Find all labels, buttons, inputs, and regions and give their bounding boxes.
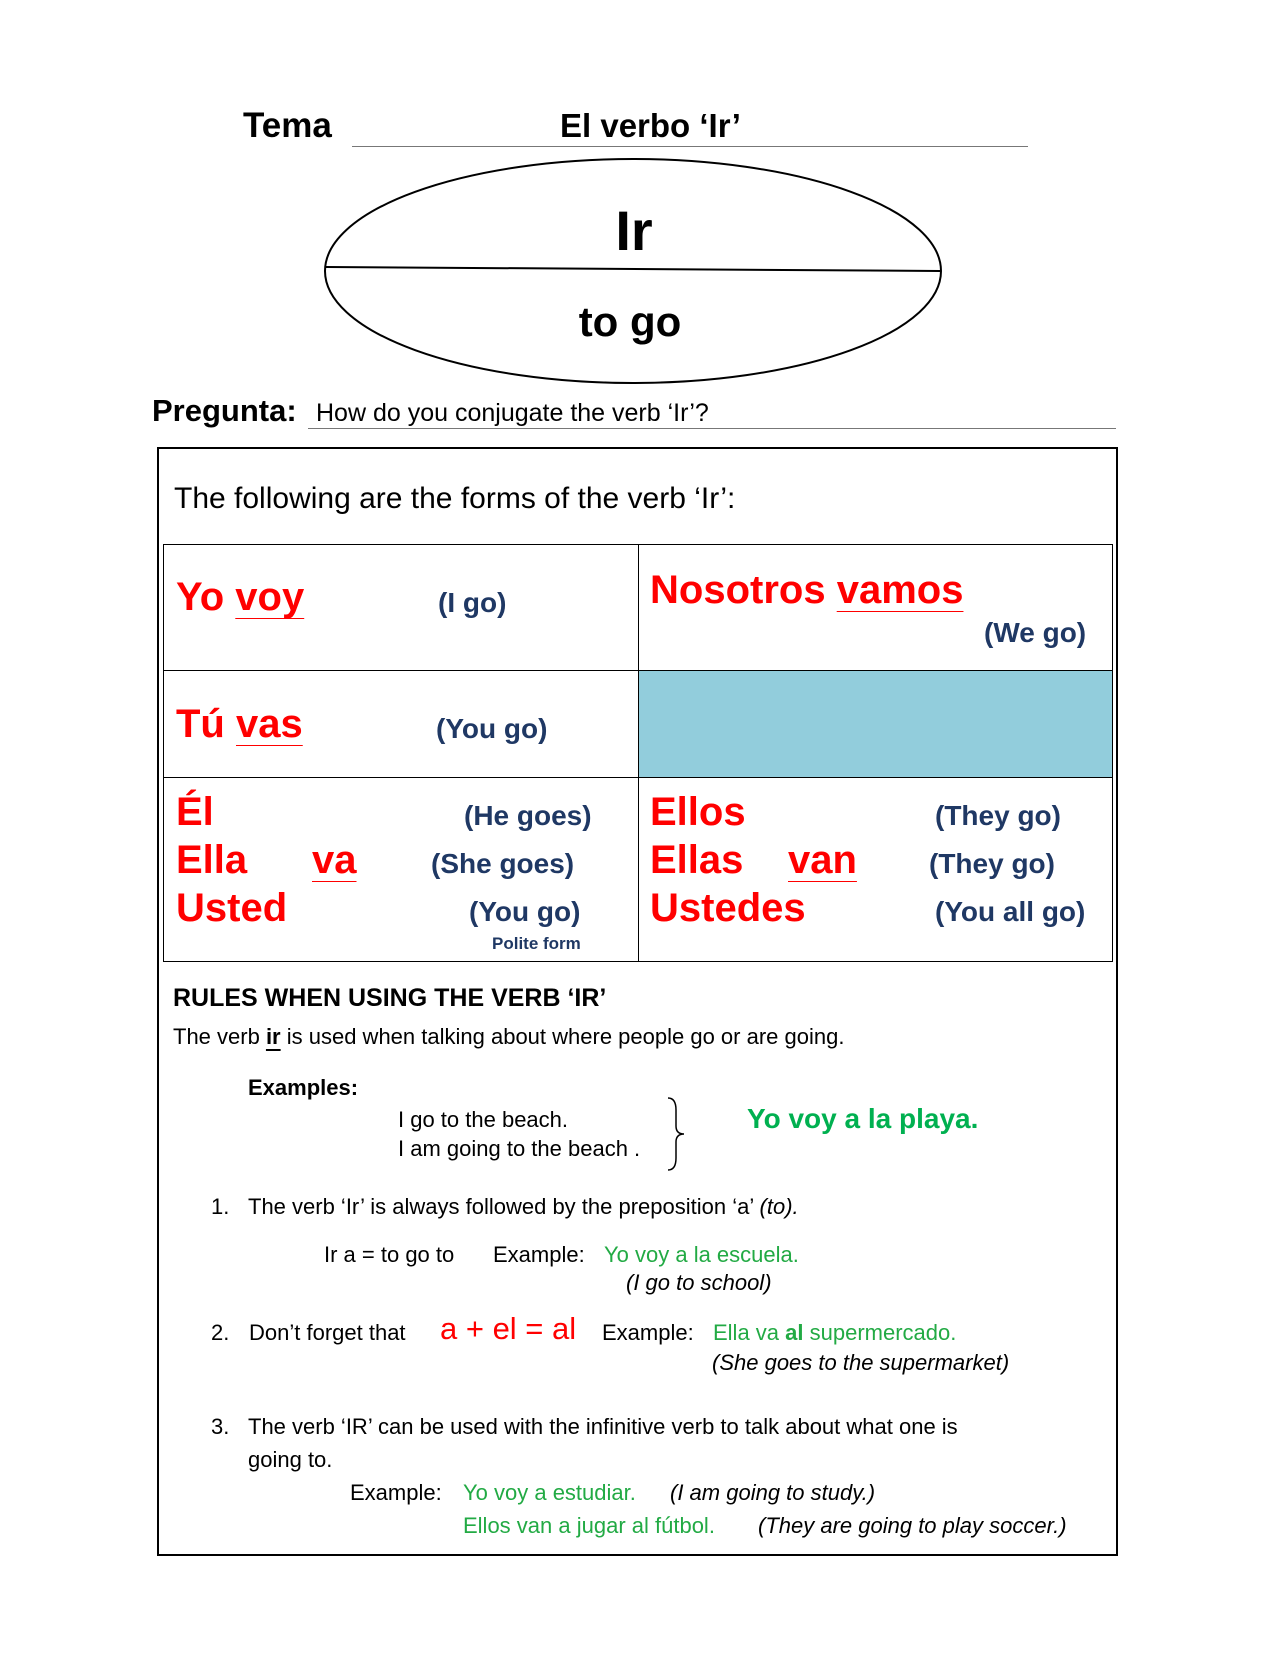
rule2-example-label: Example: — [602, 1320, 694, 1345]
rule1-example-label: Example: — [493, 1242, 585, 1267]
ustedes-gloss: (You all go) — [935, 896, 1086, 927]
examples-label: Examples: — [248, 1075, 359, 1100]
rule3-example1: Yo voy a estudiar. — [463, 1480, 636, 1505]
nosotros-pronoun: Nosotros vamos — [650, 568, 964, 612]
tu-pronoun: Tú vas — [176, 702, 303, 746]
rule1-text: The verb ‘Ir’ is always followed by the preposition ‘a’ (to). — [248, 1194, 799, 1219]
rule1-example: Yo voy a la escuela. — [604, 1242, 799, 1267]
ir-oval — [320, 155, 946, 387]
example-spanish: Yo voy a la playa. — [747, 1103, 979, 1134]
tema-label: Tema — [243, 106, 332, 145]
ellos-pronoun: Ellos — [650, 790, 746, 834]
va-verb: va — [312, 838, 357, 882]
yo-gloss: (I go) — [438, 587, 507, 618]
brace-icon — [664, 1096, 690, 1172]
ir-word: ir — [265, 1024, 281, 1049]
example-line-1: I go to the beach. — [398, 1107, 569, 1132]
rule2-formula: a + el = al — [440, 1311, 577, 1346]
rule3-example2: Ellos van a jugar al fútbol. — [463, 1513, 715, 1538]
tema-value: El verbo ‘Ir’ — [560, 107, 741, 144]
pregunta-value: How do you conjugate the verb ‘Ir’? — [316, 399, 709, 427]
tu-verb: vas — [236, 702, 303, 746]
pregunta-label: Pregunta: — [152, 393, 297, 428]
nosotros-verb: vamos — [836, 568, 964, 612]
cell-empty — [638, 670, 1113, 778]
oval-bottom-word: to go — [578, 298, 682, 345]
usted-pronoun: Usted — [176, 886, 288, 930]
rule2-number: 2. — [211, 1320, 230, 1345]
ella-pronoun: Ella — [176, 838, 248, 882]
tema-underline — [352, 146, 1028, 147]
el-gloss: (He goes) — [464, 800, 592, 831]
rule1-formula: Ir a = to go to — [324, 1242, 455, 1267]
rule2-translation: (She goes to the supermarket) — [712, 1350, 1010, 1375]
rule1-translation: (I go to school) — [626, 1270, 772, 1295]
el-pronoun: Él — [176, 790, 214, 834]
rule3-text-line2: going to. — [248, 1447, 333, 1472]
intro-text: The following are the forms of the verb ‘Ir’: — [174, 482, 736, 515]
oval-top-word: Ir — [615, 199, 653, 262]
usted-gloss: (You go) — [469, 896, 581, 927]
ellos-gloss: (They go) — [935, 800, 1061, 831]
yo-pronoun: Yo voy — [176, 575, 305, 619]
rules-heading: RULES WHEN USING THE VERB ‘IR’ — [173, 984, 607, 1012]
rule3-example-label: Example: — [350, 1480, 442, 1505]
nosotros-gloss: (We go) — [984, 617, 1087, 648]
ella-gloss: (She goes) — [431, 848, 575, 879]
yo-verb: voy — [235, 575, 305, 619]
ustedes-pronoun: Ustedes — [650, 886, 806, 930]
rules-intro: The verb ir is used when talking about where people go or are going. — [173, 1024, 845, 1049]
polite-form-note: Polite form — [492, 934, 581, 953]
ellas-gloss: (They go) — [929, 848, 1055, 879]
rule3-text-line1: The verb ‘IR’ can be used with the infinitive verb to talk about what one is — [248, 1414, 958, 1439]
tu-gloss: (You go) — [436, 713, 548, 744]
example-line-2: I am going to the beach . — [398, 1136, 641, 1161]
van-verb: van — [788, 838, 857, 882]
ellas-pronoun: Ellas — [650, 838, 744, 882]
rule3-translation1: (I am going to study.) — [670, 1480, 876, 1505]
pregunta-underline — [308, 428, 1116, 429]
rule3-translation2: (They are going to play soccer.) — [758, 1513, 1067, 1538]
rule3-number: 3. — [211, 1414, 230, 1439]
rule1-number: 1. — [211, 1194, 230, 1219]
rule2-example: Ella va al supermercado. — [713, 1320, 957, 1345]
rule2-text: Don’t forget that — [249, 1320, 406, 1345]
